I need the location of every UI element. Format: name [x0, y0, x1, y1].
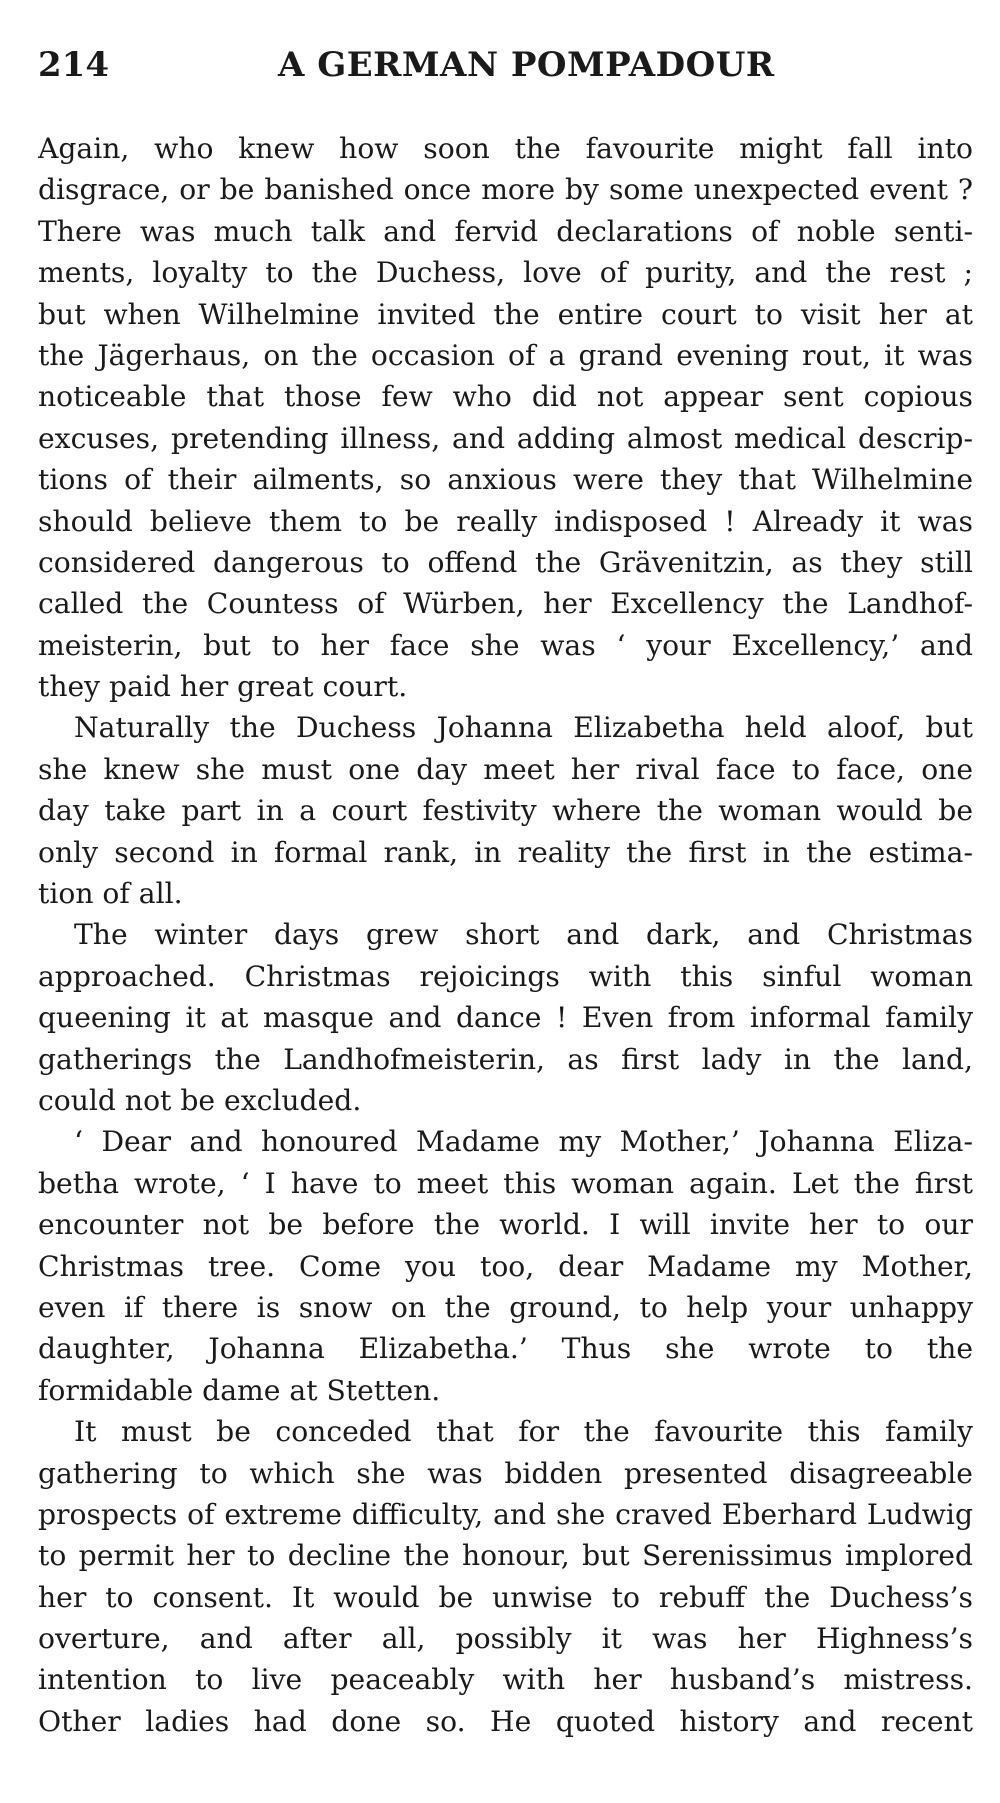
text-line: to permit her to decline the honour, but Serenissimus implored	[38, 1539, 973, 1573]
paragraph	[38, 1121, 973, 1411]
text-line: prospects of extreme difficulty, and she craved Eberhard Ludwig	[38, 1497, 973, 1531]
running-head	[38, 36, 973, 92]
text-line: but when Wilhelmine invited the entire court to visit her at	[38, 297, 973, 331]
text-line: ‘ Dear and honoured Madame my Mother,’ Johanna Eliza-	[74, 1125, 973, 1159]
text-line: approached. Christmas rejoicings with this sinful woman	[38, 959, 973, 993]
paragraph	[38, 914, 973, 1121]
text-line: overture, and after all, possibly it was her Highness’s	[38, 1622, 973, 1656]
text-line: disgrace, or be banished once more by some unexpected event ?	[38, 173, 973, 207]
text-line: ments, loyalty to the Duchess, love of purity, and the rest ;	[38, 256, 973, 290]
text-line: should believe them to be really indisposed ! Already it was	[38, 504, 973, 538]
text-line: formidable dame at Stetten.	[38, 1373, 441, 1407]
text-line: The winter days grew short and dark, and Christmas	[74, 918, 973, 952]
text-line: they paid her great court.	[38, 670, 408, 704]
paragraph	[38, 707, 973, 914]
book-page	[38, 36, 973, 1776]
text-line: could not be excluded.	[38, 1083, 362, 1117]
text-line: even if there is snow on the ground, to help your unhappy	[38, 1290, 973, 1324]
text-line: Again, who knew how soon the favourite might fall into	[38, 132, 973, 165]
text-line: called the Countess of Würben, her Excellency the Landhof-	[38, 587, 973, 621]
text-line: her to consent. It would be unwise to rebuff the Duchess’s	[38, 1580, 973, 1614]
text-line: encounter not be before the world. I will invite her to our	[38, 1208, 973, 1242]
text-line: noticeable that those few who did not appear sent copious	[38, 380, 973, 414]
text-line: only second in formal rank, in reality the first in the estima-	[38, 835, 973, 869]
text-line: queening it at masque and dance ! Even from informal family	[38, 1001, 973, 1035]
paragraph	[38, 1411, 973, 1742]
text-line: tion of all.	[38, 877, 183, 911]
text-line: intention to live peaceably with her husband’s mistress.	[38, 1663, 973, 1697]
text-line: gatherings the Landhofmeisterin, as first lady in the land,	[38, 1042, 973, 1076]
text-line: meisterin, but to her face she was ‘ your Excellency,’ and	[38, 628, 973, 662]
text-line: betha wrote, ‘ I have to meet this woman again. Let the first	[38, 1166, 973, 1200]
paragraph	[38, 128, 973, 707]
text-line: tions of their ailments, so anxious were they that Wilhelmine	[38, 463, 973, 497]
text-line: Other ladies had done so. He quoted history and recent	[38, 1704, 973, 1738]
text-line: gathering to which she was bidden presented disagreeable	[38, 1456, 973, 1490]
text-line: It must be conceded that for the favourite this family	[74, 1415, 973, 1449]
page-number: 214	[38, 45, 109, 85]
book-title: A GERMAN POMPADOUR	[278, 45, 775, 85]
text-line: the Jägerhaus, on the occasion of a grand evening rout, it was	[38, 338, 973, 372]
text-body	[38, 128, 973, 1742]
text-line: There was much talk and fervid declarations of noble senti-	[38, 214, 973, 248]
text-line: daughter, Johanna Elizabetha.’ Thus she wrote to the	[38, 1332, 973, 1366]
text-line: considered dangerous to offend the Grävenitzin, as they still	[38, 545, 973, 579]
text-line: excuses, pretending illness, and adding almost medical descrip-	[38, 421, 973, 455]
text-line: day take part in a court festivity where the woman would be	[38, 794, 973, 828]
text-line: Christmas tree. Come you too, dear Madame my Mother,	[38, 1249, 973, 1283]
text-line: she knew she must one day meet her rival face to face, one	[38, 752, 973, 786]
text-line: Naturally the Duchess Johanna Elizabetha held aloof, but	[74, 711, 973, 745]
